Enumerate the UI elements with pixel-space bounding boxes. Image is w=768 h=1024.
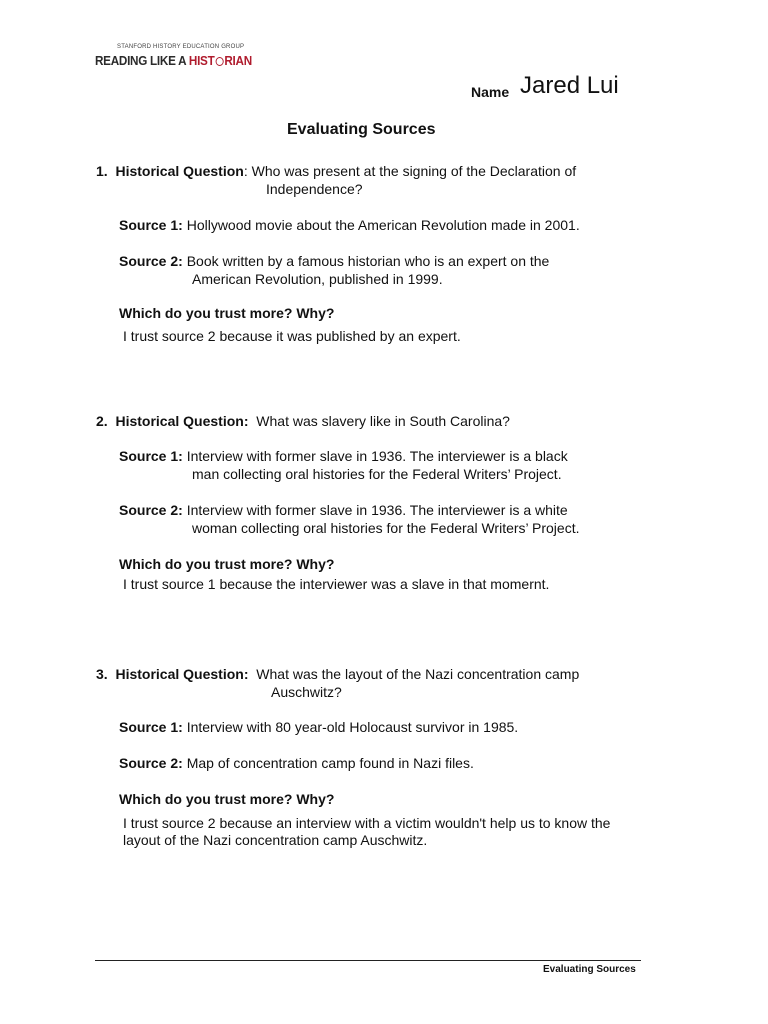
source-label: Source 1:	[119, 719, 183, 735]
question-2	[96, 412, 510, 430]
source-label: Source 2:	[119, 502, 183, 518]
question-3	[96, 665, 579, 683]
question-text: What was the layout of the Nazi concentration camp	[256, 666, 580, 682]
source-1	[119, 718, 518, 736]
source-1	[119, 216, 580, 234]
source-text-line2: woman collecting oral histories for the Federal Writers’ Project.	[192, 520, 580, 536]
question-text-line2: Independence?	[266, 181, 363, 197]
footer-text: Evaluating Sources	[543, 964, 636, 975]
source-label: Source 1:	[119, 217, 183, 233]
trust-prompt: Which do you trust more? Why?	[119, 305, 335, 321]
question-number: 2.	[96, 413, 108, 429]
footer-divider	[95, 960, 641, 961]
page-title: Evaluating Sources	[287, 121, 436, 138]
question-label: Historical Question:	[115, 413, 249, 429]
answer-field-line2[interactable]: layout of the Nazi concentration camp Auschwitz.	[123, 832, 428, 848]
logo-text-start: READING LIKE A	[95, 53, 189, 68]
logo-text-highlight: HIST	[188, 53, 215, 68]
source-text: Interview with 80 year-old Holocaust survivor in 1985.	[186, 719, 519, 735]
source-text-line2: man collecting oral histories for the Federal Writers’ Project.	[192, 466, 562, 482]
logo-text-highlight-end: RIAN	[224, 53, 252, 68]
source-1	[119, 447, 568, 465]
question-label: Historical Question	[115, 163, 244, 179]
source-text: Interview with former slave in 1936. The interviewer is a black	[186, 448, 568, 464]
trust-prompt: Which do you trust more? Why?	[119, 791, 335, 807]
question-label: Historical Question:	[115, 666, 249, 682]
source-label: Source 2:	[119, 253, 183, 269]
answer-field[interactable]: I trust source 2 because an interview with a victim wouldn't help us to know the	[123, 815, 611, 831]
answer-field[interactable]: I trust source 2 because it was published by an expert.	[123, 328, 461, 344]
source-2	[119, 252, 549, 270]
source-text: Book written by a famous historian who is an expert on the	[186, 253, 550, 269]
question-text: : Who was present at the signing of the Declaration of	[243, 163, 577, 179]
source-label: Source 2:	[119, 755, 183, 771]
question-number: 3.	[96, 666, 108, 682]
logo-org-text: STANFORD HISTORY EDUCATION GROUP	[117, 44, 245, 50]
question-1	[96, 162, 576, 180]
answer-field[interactable]: I trust source 1 because the interviewer was a slave in that momernt.	[123, 576, 550, 592]
source-text: Hollywood movie about the American Revolution made in 2001.	[186, 217, 580, 233]
trust-prompt: Which do you trust more? Why?	[119, 556, 335, 572]
name-label: Name	[471, 84, 510, 100]
source-text-line2: American Revolution, published in 1999.	[192, 271, 443, 287]
source-text: Map of concentration camp found in Nazi files.	[186, 755, 474, 771]
magnifier-icon	[215, 57, 223, 66]
source-text: Interview with former slave in 1936. The interviewer is a white	[186, 502, 568, 518]
source-2	[119, 501, 568, 519]
name-field[interactable]: Jared Lui	[520, 72, 619, 99]
question-text-line2: Auschwitz?	[271, 684, 342, 700]
source-label: Source 1:	[119, 448, 183, 464]
source-2	[119, 754, 474, 772]
question-number: 1.	[96, 163, 108, 179]
question-text: What was slavery like in South Carolina?	[256, 413, 510, 429]
logo	[95, 53, 252, 68]
